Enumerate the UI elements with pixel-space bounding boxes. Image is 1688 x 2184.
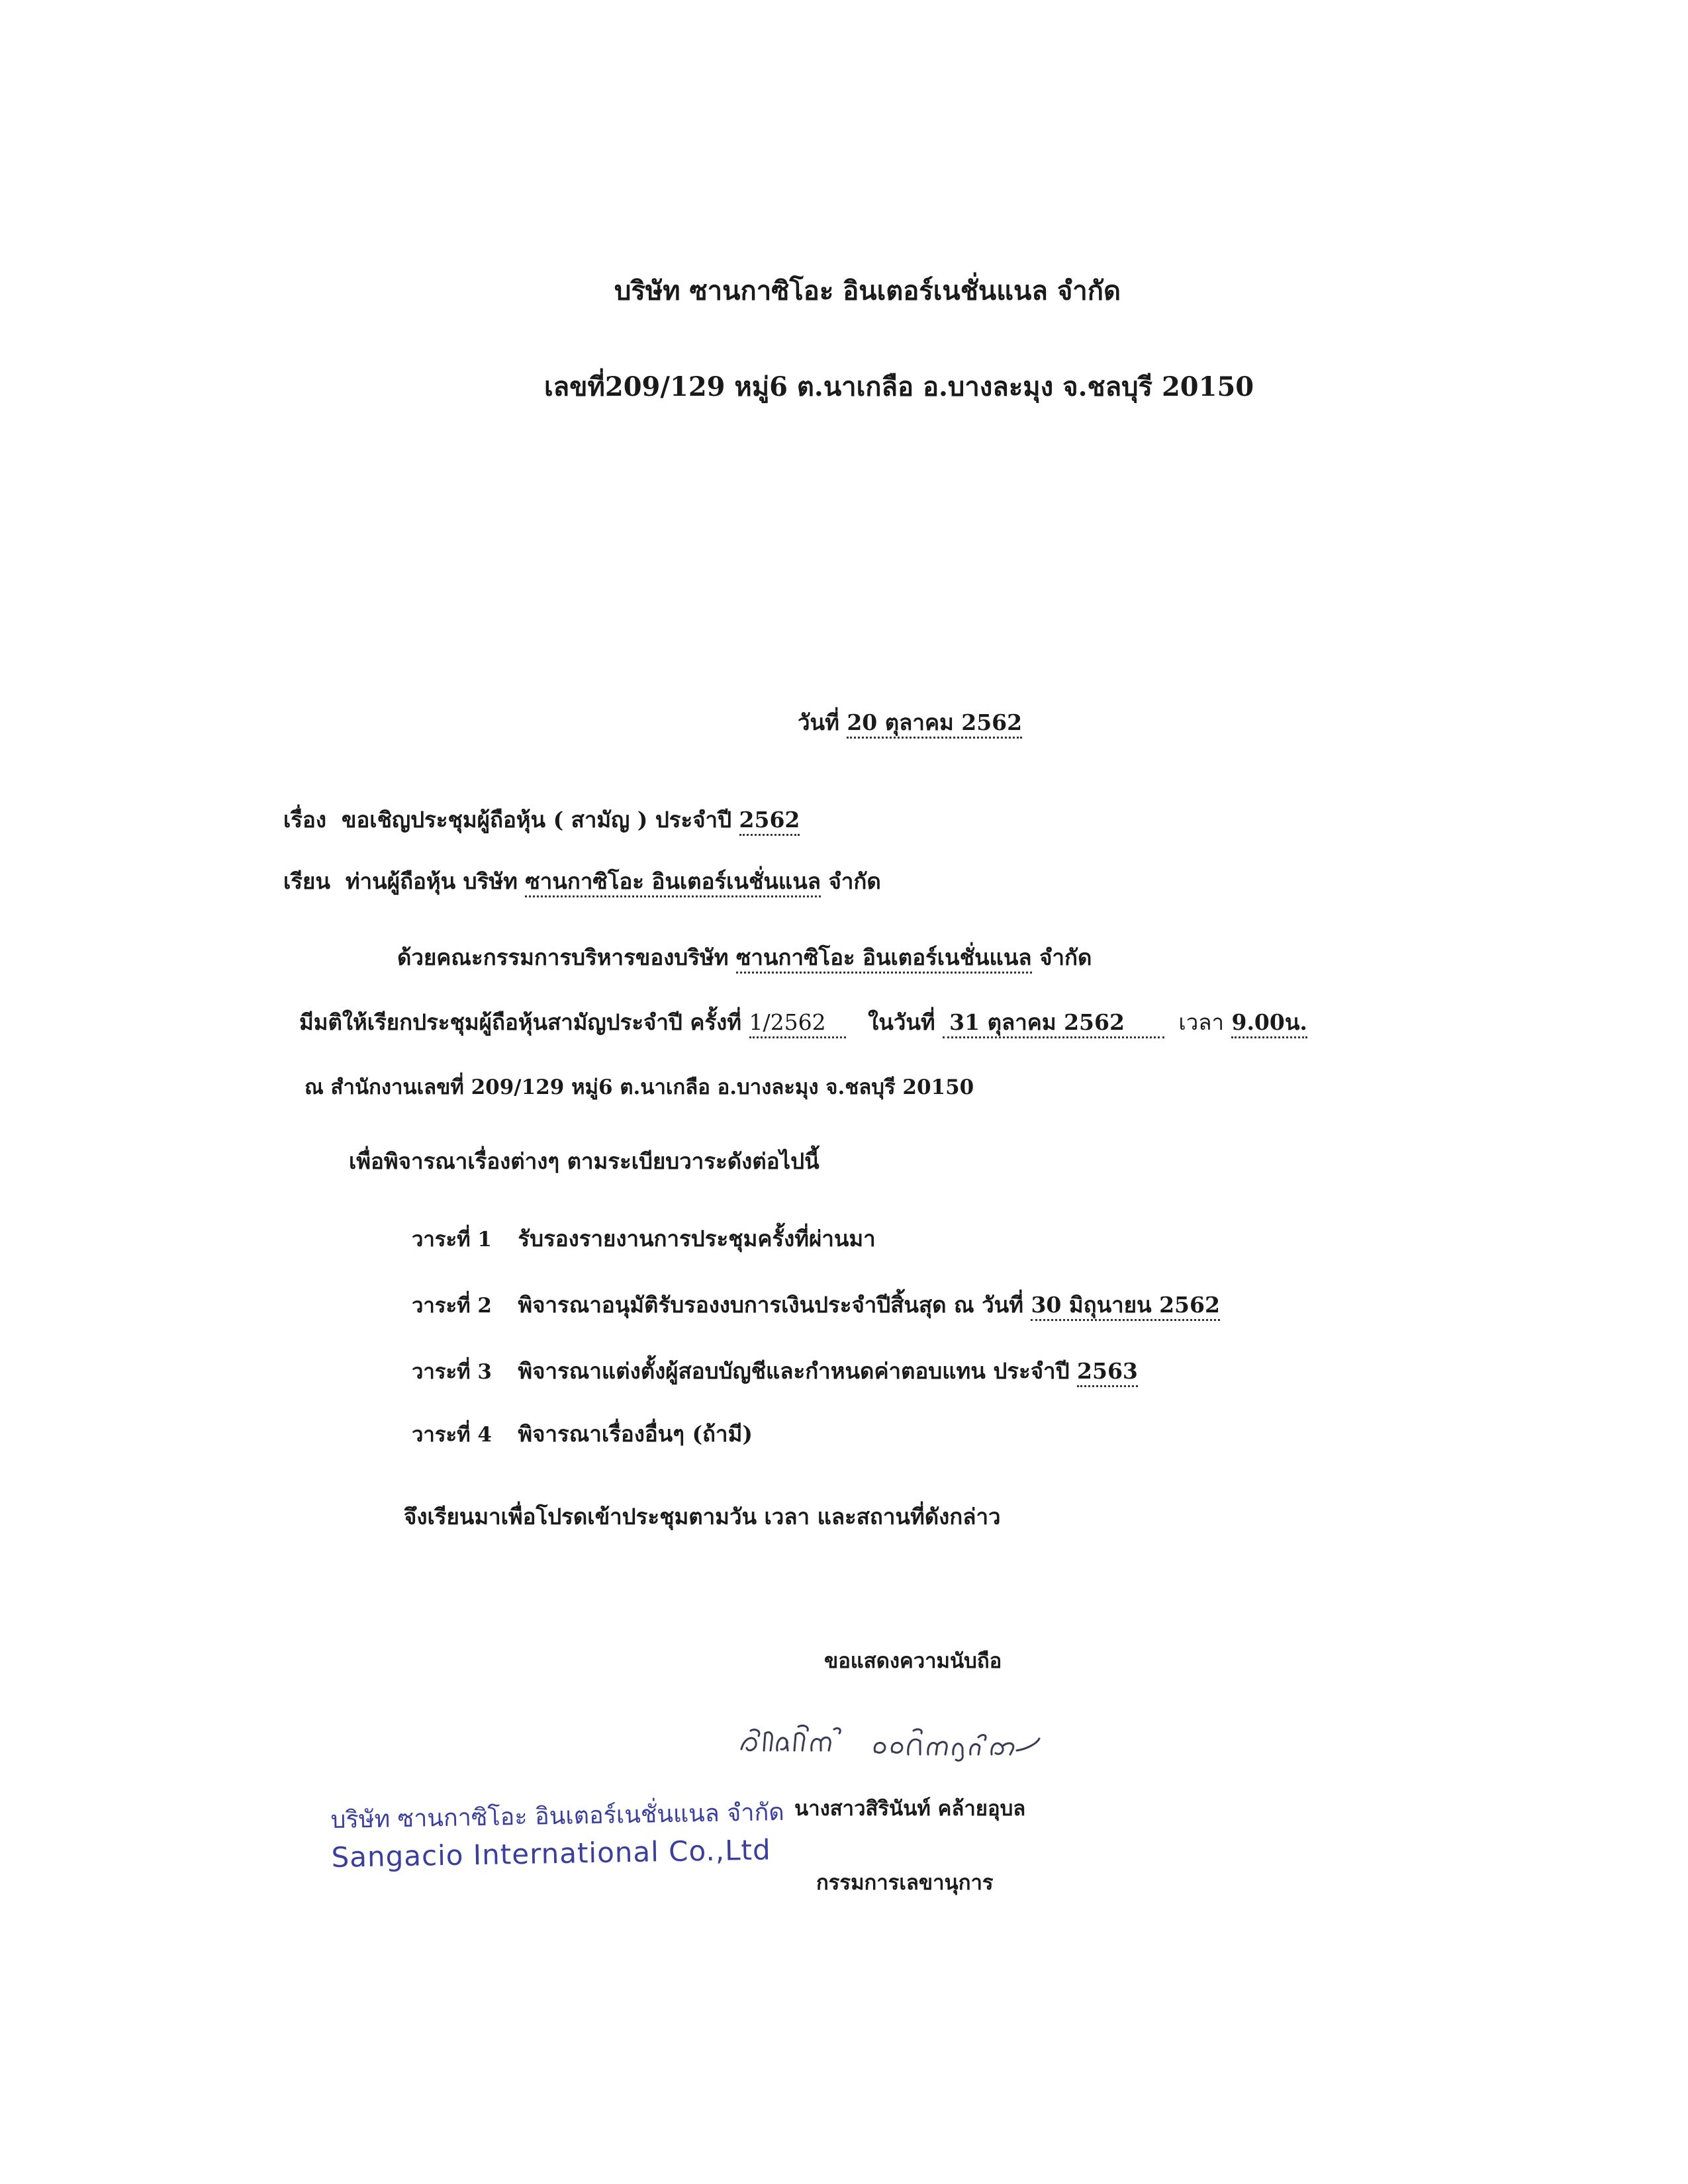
agenda-tail: 30 มิถุนายน 2562 [1031,1292,1219,1321]
agenda-text: พิจารณาเรื่องอื่นๆ (ถ้ามี) [518,1421,753,1447]
recipient-suffix: จำกัด [828,868,881,894]
company-address: เลขที่209/129 หมู่6 ต.นาเกลือ อ.บางละมุง จ.ชลบุรี 20150 [544,371,1254,402]
recipient-line [283,870,881,892]
signer-position: กรรมการเลขานุการ [816,1871,994,1895]
para1-suffix: จำกัด [1039,944,1092,970]
meeting-time: 9.00น. [1231,1009,1307,1038]
meeting-date: 31 ตุลาคม 2562 [943,1009,1164,1038]
company-name: บริษัท ซานกาซิโอะ อินเตอร์เนชั่นแนล จำกัด [614,275,1121,306]
agenda-number: วาระที่ 3 [412,1360,492,1384]
recipient-prefix: ท่านผู้ถือหุ้น บริษัท [345,868,518,894]
para1-prefix: ด้วยคณะกรรมการบริหารของบริษัท [397,944,729,970]
meeting-number: 1/2562 [749,1009,846,1038]
paragraph-4: เพื่อพิจารณาเรื่องต่างๆ ตามระเบียบวาระดังต่อไปนี้ [349,1148,820,1174]
agenda-text: พิจารณาอนุมัติรับรองงบการเงินประจำปีสิ้นสุด ณ วันที่ [518,1292,1023,1318]
paragraph-2 [299,1011,1307,1033]
closing-text: จึงเรียนมาเพื่อโปรดเข้าประชุมตามวัน เวลา และสถานที่ดังกล่าว [404,1504,1001,1529]
subject-line [283,809,800,831]
agenda-tail: 2563 [1077,1358,1138,1387]
stamp-line-english: Sangacio International Co.,Ltd [331,1833,772,1874]
signature-drawing [735,1711,1079,1770]
agenda-item [412,1360,1138,1383]
signer-name: นางสาวสิรินันท์ คล้ายอุบล [794,1797,1026,1821]
recipient-company: ซานกาซิโอะ อินเตอร์เนชั่นแนล [525,868,821,897]
subject-year: 2562 [739,807,800,836]
letter-date [798,711,1022,733]
agenda-item [412,1228,876,1250]
para1-company: ซานกาซิโอะ อินเตอร์เนชั่นแนล [736,944,1032,974]
agenda-number: วาระที่ 2 [412,1294,492,1318]
subject-text: ขอเชิญประชุมผู้ถือหุ้น ( สามัญ ) ประจำปี [341,807,732,833]
date-label: วันที่ [798,709,839,735]
agenda-item [412,1423,753,1445]
regards: ขอแสดงความนับถือ [824,1649,1002,1673]
para2-text3: เวลา [1178,1009,1224,1035]
subject-label: เรื่อง [283,807,326,833]
para2-text1: มีมติให้เรียกประชุมผู้ถือหุ้นสามัญประจำปี ครั้งที่ [299,1009,742,1035]
agenda-text: พิจารณาแต่งตั้งผู้สอบบัญชีและกำหนดค่าตอบแทน ประจำปี [518,1358,1070,1384]
stamp-line-thai: บริษัท ซานกาซิโอะ อินเตอร์เนชั่นแนล จำกัด [330,1799,785,1834]
signature [735,1711,1079,1770]
paragraph-1 [397,946,1092,968]
recipient-label: เรียน [283,868,330,894]
company-stamp [330,1793,785,1874]
para2-text2: ในวันที่ [868,1009,935,1035]
agenda-item [412,1294,1220,1316]
agenda-number: วาระที่ 4 [412,1423,492,1447]
agenda-text: รับรองรายงานการประชุมครั้งที่ผ่านมา [518,1226,876,1251]
date-value: 20 ตุลาคม 2562 [847,709,1022,739]
agenda-number: วาระที่ 1 [412,1228,492,1251]
paragraph-3: ณ สำนักงานเลขที่ 209/129 หมู่6 ต.นาเกลือ อ.บางละมุง จ.ชลบุรี 20150 [305,1075,974,1099]
